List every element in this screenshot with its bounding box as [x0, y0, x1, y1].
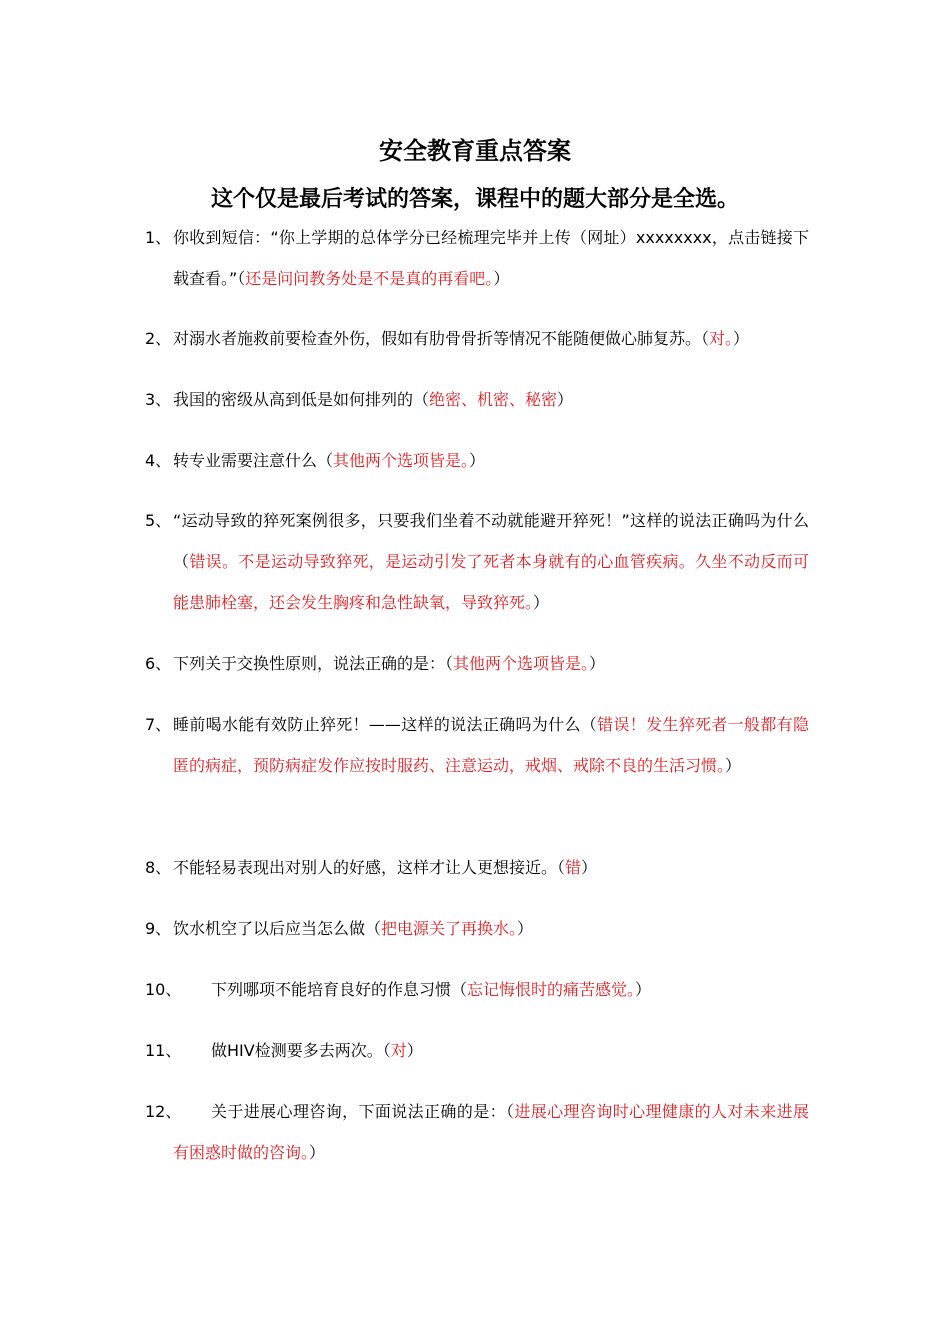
- answer-text: 对: [390, 1041, 407, 1060]
- item-body: [173, 500, 809, 623]
- item-number: 4、: [145, 451, 172, 470]
- closing-paren: ）: [725, 756, 742, 775]
- closing-paren: ）: [557, 390, 574, 409]
- closing-paren: ）: [733, 329, 750, 348]
- item-body: [173, 643, 809, 684]
- answer-text: 绝密、机密、秘密: [429, 390, 558, 409]
- item-number: 2、: [145, 329, 172, 348]
- closing-paren: ）: [581, 858, 598, 877]
- item-number: 5、: [145, 511, 172, 530]
- closing-paren: ）: [469, 451, 486, 470]
- document-subtitle: 这个仅是最后考试的答案，课程中的题大部分是全选。: [210, 187, 739, 212]
- answer-text: 错: [565, 858, 582, 877]
- item-number: 11、: [145, 1041, 182, 1060]
- answer-text: 进展心理咨询时心理健康的人对未来进展有困惑时做的咨询。: [173, 1102, 809, 1162]
- closing-paren: ）: [533, 593, 550, 612]
- question-text: 下列关于交换性原则，说法正确的是：（: [173, 654, 454, 673]
- item-number: 10、: [145, 980, 182, 999]
- answer-text: 其他两个选项皆是。: [333, 451, 470, 470]
- item-body: [173, 318, 809, 359]
- item-body: [173, 908, 809, 949]
- question-text: 下列哪项不能培育良好的作息习惯（: [211, 980, 468, 999]
- question-text: “运动导致的猝死案例很多，只要我们坐着不动就能避开猝死！”这样的说法正确吗为什么（: [173, 511, 809, 571]
- item-body: [173, 379, 809, 420]
- item-number: 1、: [145, 228, 172, 247]
- item-body: [173, 704, 809, 786]
- item-body: [173, 440, 809, 481]
- item-number: 3、: [145, 390, 172, 409]
- item-body: [211, 969, 809, 1010]
- document-title: 安全教育重点答案: [379, 137, 571, 165]
- question-text: 你收到短信：“你上学期的总体学分已经梳理完毕并上传（网址）xxxxxxxx，点击链接下载查看。”（: [173, 228, 809, 288]
- item-number: 8、: [145, 858, 172, 877]
- question-text: 睡前喝水能有效防止猝死！——这样的说法正确吗为什么（: [173, 715, 598, 734]
- answer-text: 把电源关了再换水。: [381, 919, 518, 938]
- question-text: 不能轻易表现出对别人的好感，这样才让人更想接近。（: [173, 858, 566, 877]
- question-text: 饮水机空了以后应当怎么做（: [173, 919, 382, 938]
- closing-paren: ）: [493, 269, 510, 288]
- question-text: 对溺水者施救前要检查外伤，假如有肋骨骨折等情况不能随便做心肺复苏。（: [173, 329, 710, 348]
- item-body: [173, 847, 809, 888]
- item-body: [173, 217, 809, 299]
- item-number: 7、: [145, 715, 172, 734]
- closing-paren: ）: [517, 919, 534, 938]
- item-body: [173, 1091, 809, 1173]
- answer-text: 对。: [709, 329, 734, 348]
- question-text: 关于进展心理咨询，下面说法正确的是：（: [211, 1102, 515, 1121]
- closing-paren: ）: [309, 1143, 326, 1162]
- answer-text: 还是问问教务处是不是真的再看吧。: [245, 269, 494, 288]
- answer-text: 错误。不是运动导致猝死，是运动引发了死者本身就有的心血管疾病。久坐不动反而可能患肺栓塞，还会发生胸疼和急性缺氧，导致猝死。: [173, 552, 809, 612]
- question-text: 我国的密级从高到低是如何排列的（: [173, 390, 430, 409]
- answer-text: 错误！发生猝死者一般都有隐匿的病症，预防病症发作应按时服药、注意运动，戒烟、戒除不良的生活习惯。: [173, 715, 809, 775]
- closing-paren: ）: [406, 1041, 423, 1060]
- closing-paren: ）: [635, 980, 652, 999]
- answer-text: 其他两个选项皆是。: [453, 654, 590, 673]
- closing-paren: ）: [589, 654, 606, 673]
- item-number: 6、: [145, 654, 172, 673]
- item-number: 9、: [145, 919, 172, 938]
- question-text: 转专业需要注意什么（: [173, 451, 334, 470]
- answer-text: 忘记悔恨时的痛苦感觉。: [467, 980, 636, 999]
- question-text: 做HIV检测要多去两次。（: [211, 1041, 391, 1060]
- item-body: [211, 1030, 809, 1071]
- item-number: 12、: [145, 1102, 182, 1121]
